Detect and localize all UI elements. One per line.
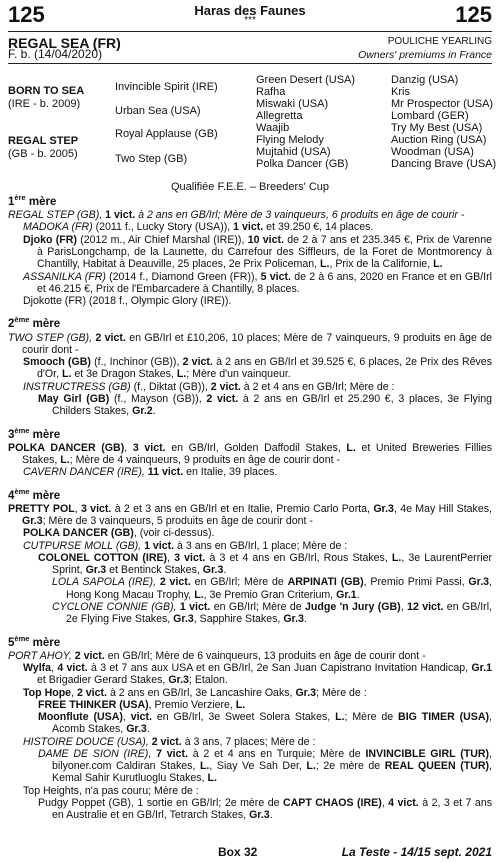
text-run: L.	[335, 711, 345, 724]
text-run: POLKA DANCER (GB)	[8, 441, 125, 454]
produce-paragraph	[8, 699, 492, 711]
text-run: Gr.1	[336, 588, 357, 601]
text-run: et Bentinck Stakes,	[106, 564, 203, 577]
text-run: Gr.3	[168, 674, 189, 687]
text-run: L.	[320, 258, 330, 271]
text-run: à 2 ans en GB/Irl et 39.525 €, 6 places, 2e Prix des Rêves d'Or,	[37, 356, 492, 381]
pedigree-gen4: Lombard (GER)	[391, 110, 469, 122]
text-run: L.	[194, 588, 204, 601]
text-run: ,	[74, 502, 81, 515]
text-run: ,	[400, 600, 408, 613]
section-heading: 5ème mère	[8, 633, 61, 649]
text-run: , Kemal Sahir Kurutluoglu Stakes,	[52, 760, 492, 785]
text-run: Gr.3	[249, 809, 270, 822]
text-run: ,	[71, 686, 77, 699]
pedigree-gen3: Waajib	[256, 122, 290, 134]
text-run: HISTOIRE DOUCE (USA),	[23, 735, 152, 748]
section-heading: 3ème mère	[8, 425, 61, 441]
pedigree-gen3: Allegretta	[256, 110, 303, 122]
text-run: à 2 ans en GB/Irl, 3e Lancashire Oaks,	[107, 686, 296, 699]
produce-paragraph	[8, 540, 492, 552]
produce-paragraph	[8, 295, 492, 307]
text-run: ; Mère de	[344, 711, 399, 724]
text-run: 2 vict.	[95, 331, 126, 344]
produce-paragraph	[8, 601, 492, 626]
text-run: (2014 f., Diamond Green (FR)),	[109, 270, 261, 283]
text-run: à 3 ans en GB/Irl, 1 place; Mère de :	[174, 539, 348, 552]
text-run: , Premio Primi Passi,	[363, 576, 469, 589]
text-run: , 3e Premio Gran Criterium,	[203, 588, 337, 601]
text-run: ; Mère de :	[316, 686, 367, 699]
pedigree-gen4: Danzig (USA)	[391, 74, 459, 86]
text-run: en GB/Irl et £10,206, 10 places; Mère de 7 vainqueurs, 9 produits en âge de courir dont -	[22, 331, 492, 356]
text-run: de 2 à 6 ans, 2020 en France et en GB/Irl et 46.215 €, Prix de l'Embarcadere à Chantilly, 8 places.	[37, 270, 492, 295]
dam-paragraph	[8, 650, 492, 662]
text-run: ; Etalon.	[188, 674, 228, 687]
text-run: INSTRUCTRESS (GB)	[23, 380, 134, 393]
header-rule	[8, 31, 492, 32]
text-run: à 2 et 4 ans en Turquie; Mère de	[187, 747, 366, 760]
lot-number-left: 125	[8, 2, 45, 27]
produce-paragraph	[8, 271, 492, 296]
text-run: Gr.3	[373, 502, 394, 515]
text-run: de 2 à 7 ans et 235.345 €, Prix de Varenne à ParisLongchamp, de la Launette, du Carrefour des Siffleurs, de la Foret de Montmorency à Chantilly, Habitat à Deauville, 25 places, 2e Prix Policeman,	[37, 233, 492, 271]
text-run: ; Mère de 4 vainqueurs, 9 produits en âge de courir dont -	[69, 453, 341, 466]
text-run: Gr.1	[471, 661, 492, 674]
horse-description: F. b. (14/04/2020)	[8, 47, 103, 61]
produce-paragraph	[8, 527, 492, 539]
pedigree-gen4: Mr Prospector (USA)	[391, 98, 494, 110]
text-run: à 3 et 4 ans en GB/Irl, Rous Stakes,	[205, 551, 392, 564]
pedigree-gen3: Mujtahid (USA)	[256, 146, 331, 158]
text-run: 4 vict.	[57, 661, 88, 674]
text-run: , Acomb Stakes,	[52, 711, 492, 736]
text-run: REAL QUEEN (TUR)	[384, 760, 490, 773]
text-run: Gr.3	[283, 613, 304, 626]
text-run: L.	[61, 368, 72, 381]
pedigree-dam-info: (GB - b. 2005)	[8, 148, 78, 160]
text-run: Moonflute (USA)	[38, 711, 123, 724]
text-run: (f., Diktat (GB)),	[133, 380, 211, 393]
pedigree-gen3: Green Desert (USA)	[256, 74, 356, 86]
text-run: 4 vict.	[388, 797, 419, 810]
pedigree-gen3: Flying Melody	[256, 134, 324, 146]
text-run: CYCLONE CONNIE (GB),	[52, 600, 180, 613]
text-run: en Italie, 39 places.	[183, 466, 278, 479]
footer-box-number: Box 32	[218, 845, 258, 859]
pedigree-gen2: Invincible Spirit (IRE)	[115, 81, 218, 93]
footer-sale-location: La Teste - 14/15 sept. 2021	[341, 845, 492, 859]
dam-paragraph	[8, 332, 492, 357]
text-run: en GB/Irl, Golden Daffodil Stakes,	[165, 441, 347, 454]
text-run: en GB/Irl; Mère de	[190, 576, 288, 589]
text-run: L.	[306, 760, 316, 773]
text-run: , Prix de la Californie,	[329, 258, 434, 271]
text-run: ,	[51, 661, 58, 674]
text-run: (2012 m., Air Chief Marshal (IRE)),	[80, 233, 248, 246]
text-run: à 2, 3 et 7 ans en Australie et en GB/Irl, Tetrarch Stakes,	[52, 797, 493, 822]
text-run: .	[356, 588, 360, 601]
text-run: L.	[207, 772, 217, 785]
text-run: Top Hope	[23, 686, 72, 699]
text-run: COLONEL COTTON (IRE)	[38, 551, 168, 564]
text-run: 10 vict.	[247, 233, 284, 246]
text-run: ARPINATI (GB)	[287, 576, 364, 589]
produce-paragraph	[8, 552, 492, 577]
text-run: Gr.3	[468, 576, 490, 589]
consignor-name: Haras des Faunes	[194, 3, 306, 18]
produce-paragraph	[8, 356, 492, 381]
produce-paragraph	[8, 736, 492, 748]
text-run: et 3e Dragon Stakes,	[71, 368, 177, 381]
text-run: FREE THINKER (USA)	[38, 698, 149, 711]
text-run: REGAL STEP (GB),	[8, 209, 106, 222]
horse-name: REGAL SEA (FR)	[8, 35, 121, 51]
text-run: PORT AHOY,	[8, 649, 75, 662]
text-run: Smooch (GB)	[23, 356, 95, 369]
text-run: ; 2e mère de	[315, 760, 385, 773]
text-run: ; Mère d'un vainqueur.	[186, 368, 291, 381]
section-heading: 1ère mère	[8, 193, 57, 208]
text-run: Gr.3	[202, 564, 224, 577]
text-run: ,	[381, 797, 389, 810]
text-run: vict.	[130, 711, 152, 724]
produce-paragraph	[8, 234, 492, 271]
text-run: Gr.3	[22, 514, 43, 527]
text-run: CAPT CHAOS (IRE)	[282, 797, 382, 810]
text-run: , Sapphire Stakes,	[193, 613, 284, 626]
text-run: à 2 ans en GB/Irl et 25.290 €, 3 places, 3e Flying Childers Stakes,	[52, 392, 492, 418]
text-run: , Hong Kong Macau Trophy,	[66, 576, 492, 601]
text-run: L.	[391, 551, 402, 564]
dam-paragraph	[8, 503, 492, 528]
text-run: 7 vict.	[156, 747, 188, 760]
pedigree-gen2: Royal Applause (GB)	[115, 128, 218, 140]
text-run: Top Heights, n'a pas couru; Mère de :	[23, 784, 199, 797]
text-run: en GB/Irl, 2e Flying Five Stakes,	[66, 600, 492, 626]
text-run: .	[269, 809, 273, 822]
text-run: 1 vict.	[179, 600, 211, 613]
text-run: 2 vict.	[210, 380, 241, 393]
text-run: DAME DE SION (IRE),	[38, 747, 157, 760]
section-heading: 2ème mère	[8, 315, 61, 331]
pedigree-gen4: Dancing Brave (USA)	[391, 158, 497, 170]
text-run: 2 vict.	[74, 649, 105, 662]
text-run: 5 vict.	[260, 270, 291, 283]
text-run: (f., Inchinor (GB)),	[94, 356, 183, 369]
text-run: 2 vict.	[76, 686, 107, 699]
text-run: .	[146, 723, 150, 736]
text-run: 3 vict.	[174, 551, 206, 564]
family-notes	[8, 194, 492, 822]
text-run: 1 vict.	[233, 221, 264, 234]
produce-paragraph	[8, 687, 492, 699]
text-run: Gr.3	[295, 686, 317, 699]
pedigree-gen2: Two Step (GB)	[115, 153, 188, 165]
pedigree-dam: REGAL STEP	[8, 135, 79, 147]
text-run: 2 vict.	[206, 392, 239, 405]
text-run: ,	[167, 551, 175, 564]
text-run: Gr.2	[132, 405, 153, 418]
text-run: , bilyoner.com Caldiran Stakes,	[52, 747, 492, 773]
produce-paragraph	[8, 393, 492, 418]
catalogue-page	[8, 0, 497, 863]
text-run: INVINCIBLE GIRL (TUR)	[365, 747, 490, 760]
pedigree-gen4: Kris	[391, 86, 410, 98]
text-run: L.	[60, 453, 70, 466]
text-run: 2 vict.	[182, 356, 213, 369]
text-run: , 3e LaurentPerrier Sprint,	[52, 551, 492, 577]
owners-premium-note: Owners' premiums in France	[358, 49, 492, 61]
produce-paragraph	[8, 576, 492, 601]
section-heading: 4ème mère	[8, 486, 61, 502]
pedigree-gen2: Urban Sea (USA)	[115, 105, 201, 117]
text-run: ,	[122, 711, 131, 724]
pedigree-sire-info: (IRE - b. 2009)	[8, 98, 81, 110]
text-run: Judge 'n Jury (GB)	[305, 600, 401, 613]
lot-number-right: 125	[455, 2, 492, 27]
text-run: en GB/Irl; Mère de	[210, 600, 306, 613]
text-run: L.	[346, 441, 356, 454]
text-run: , Siay Ve Sah Der,	[209, 760, 307, 773]
text-run: .	[152, 405, 156, 418]
text-run: ,	[124, 441, 133, 454]
text-run: May Girl (GB)	[38, 392, 114, 405]
text-run: 12 vict.	[407, 600, 444, 613]
text-run: Wylfa	[23, 661, 52, 674]
text-run: et 39.250 €, 14 places.	[263, 221, 374, 234]
text-run: , Premio Verziere,	[148, 698, 236, 711]
text-run: .	[303, 613, 307, 626]
text-run: 3 vict.	[80, 502, 112, 515]
text-run: à 2 et 4 ans en GB/Irl; Mère de :	[240, 380, 395, 393]
produce-paragraph	[8, 748, 492, 785]
text-run: .	[223, 564, 227, 577]
text-run: à 3 ans, 7 places; Mère de :	[181, 735, 316, 748]
text-run: Gr.3	[126, 723, 147, 736]
produce-paragraph	[8, 381, 492, 393]
pedigree-sire: BORN TO SEA	[8, 85, 85, 97]
text-run: Pudgy Poppet (GB), 1 sortie en GB/Irl; 2e mère de	[38, 797, 283, 810]
produce-paragraph	[8, 466, 492, 478]
text-run: L.	[176, 368, 187, 381]
text-run: TWO STEP (GB),	[8, 331, 96, 344]
text-run: et Brigadier Gerard Stakes,	[37, 674, 169, 687]
text-run: ASSANILKA (FR)	[23, 270, 110, 283]
text-run: 1 vict.	[105, 209, 136, 222]
text-run: à 2 ans en GB/Irl; Mère de 3 vainqueurs, 6 produits en âge de courir -	[135, 209, 465, 222]
text-run: L.	[235, 698, 246, 711]
text-run: Djoko (FR)	[23, 233, 81, 246]
text-run: CAVERN DANCER (IRE),	[23, 466, 148, 479]
text-run: 11 vict.	[147, 466, 184, 479]
text-run: à 2 et 3 ans en GB/Irl et en Italie, Premio Carlo Porta,	[111, 502, 374, 515]
pedigree-rule	[8, 63, 492, 64]
text-run: L.	[433, 258, 443, 271]
text-run: en GB/Irl; Mère de 6 vainqueurs, 13 produits en âge de courir dont -	[104, 649, 426, 662]
text-run: PRETTY POL	[8, 502, 75, 515]
text-run: BIG TIMER (USA)	[398, 711, 490, 724]
pedigree-gen3: Miswaki (USA)	[256, 98, 329, 110]
sale-type: POULICHE YEARLING	[387, 36, 492, 47]
text-run: , (voir ci-dessus).	[133, 527, 215, 540]
text-run: MADOKA (FR)	[23, 221, 96, 234]
pedigree-gen3: Rafha	[256, 86, 286, 98]
text-run: en GB/Irl, 3e Sweet Solera Stakes,	[151, 711, 336, 724]
produce-paragraph	[8, 797, 492, 822]
text-run: ; Mère de 3 vainqueurs, 5 produits en âge de courir dont -	[42, 514, 313, 527]
pedigree-gen4: Woodman (USA)	[391, 146, 474, 158]
pedigree-gen4: Auction Ring (USA)	[391, 134, 487, 146]
produce-paragraph	[8, 711, 492, 736]
text-run: Gr.3	[85, 564, 107, 577]
dam-paragraph	[8, 209, 492, 221]
text-run: CUTPURSE MOLL (GB),	[23, 539, 145, 552]
consignor-stars: ***	[244, 15, 256, 26]
text-run: , 4e May Hill Stakes,	[393, 502, 492, 515]
produce-paragraph	[8, 785, 492, 797]
text-run: 2 vict.	[151, 735, 182, 748]
text-run: L.	[199, 760, 210, 773]
text-run: et United Breweries Fillies Stakes,	[22, 441, 493, 466]
dam-paragraph	[8, 442, 492, 467]
text-run: 2 vict.	[159, 576, 191, 589]
text-run: POLKA DANCER (GB)	[23, 527, 134, 540]
text-run: à 3 et 7 ans aux USA et en GB/Irl, 2e San Juan Capistrano Invitation Handicap,	[87, 661, 472, 674]
text-run: 3 vict.	[132, 441, 166, 454]
text-run: (2011 f., Lucky Story (USA)),	[95, 221, 234, 234]
pedigree-gen3: Polka Dancer (GB)	[256, 158, 349, 170]
pedigree-gen4: Try My Best (USA)	[391, 122, 483, 134]
produce-paragraph	[8, 221, 492, 233]
produce-paragraph	[8, 662, 492, 687]
text-run: Gr.3	[173, 613, 194, 626]
text-run: (f., Mayson (GB)),	[113, 392, 207, 405]
text-run: LOLA SAPOLA (IRE),	[52, 576, 160, 589]
text-run: 1 vict.	[144, 539, 175, 552]
qualification-line: Qualifiée F.E.E. – Breeders' Cup	[170, 181, 329, 193]
text-run: Djokotte (FR) (2018 f., Olympic Glory (IRE)).	[23, 295, 232, 308]
